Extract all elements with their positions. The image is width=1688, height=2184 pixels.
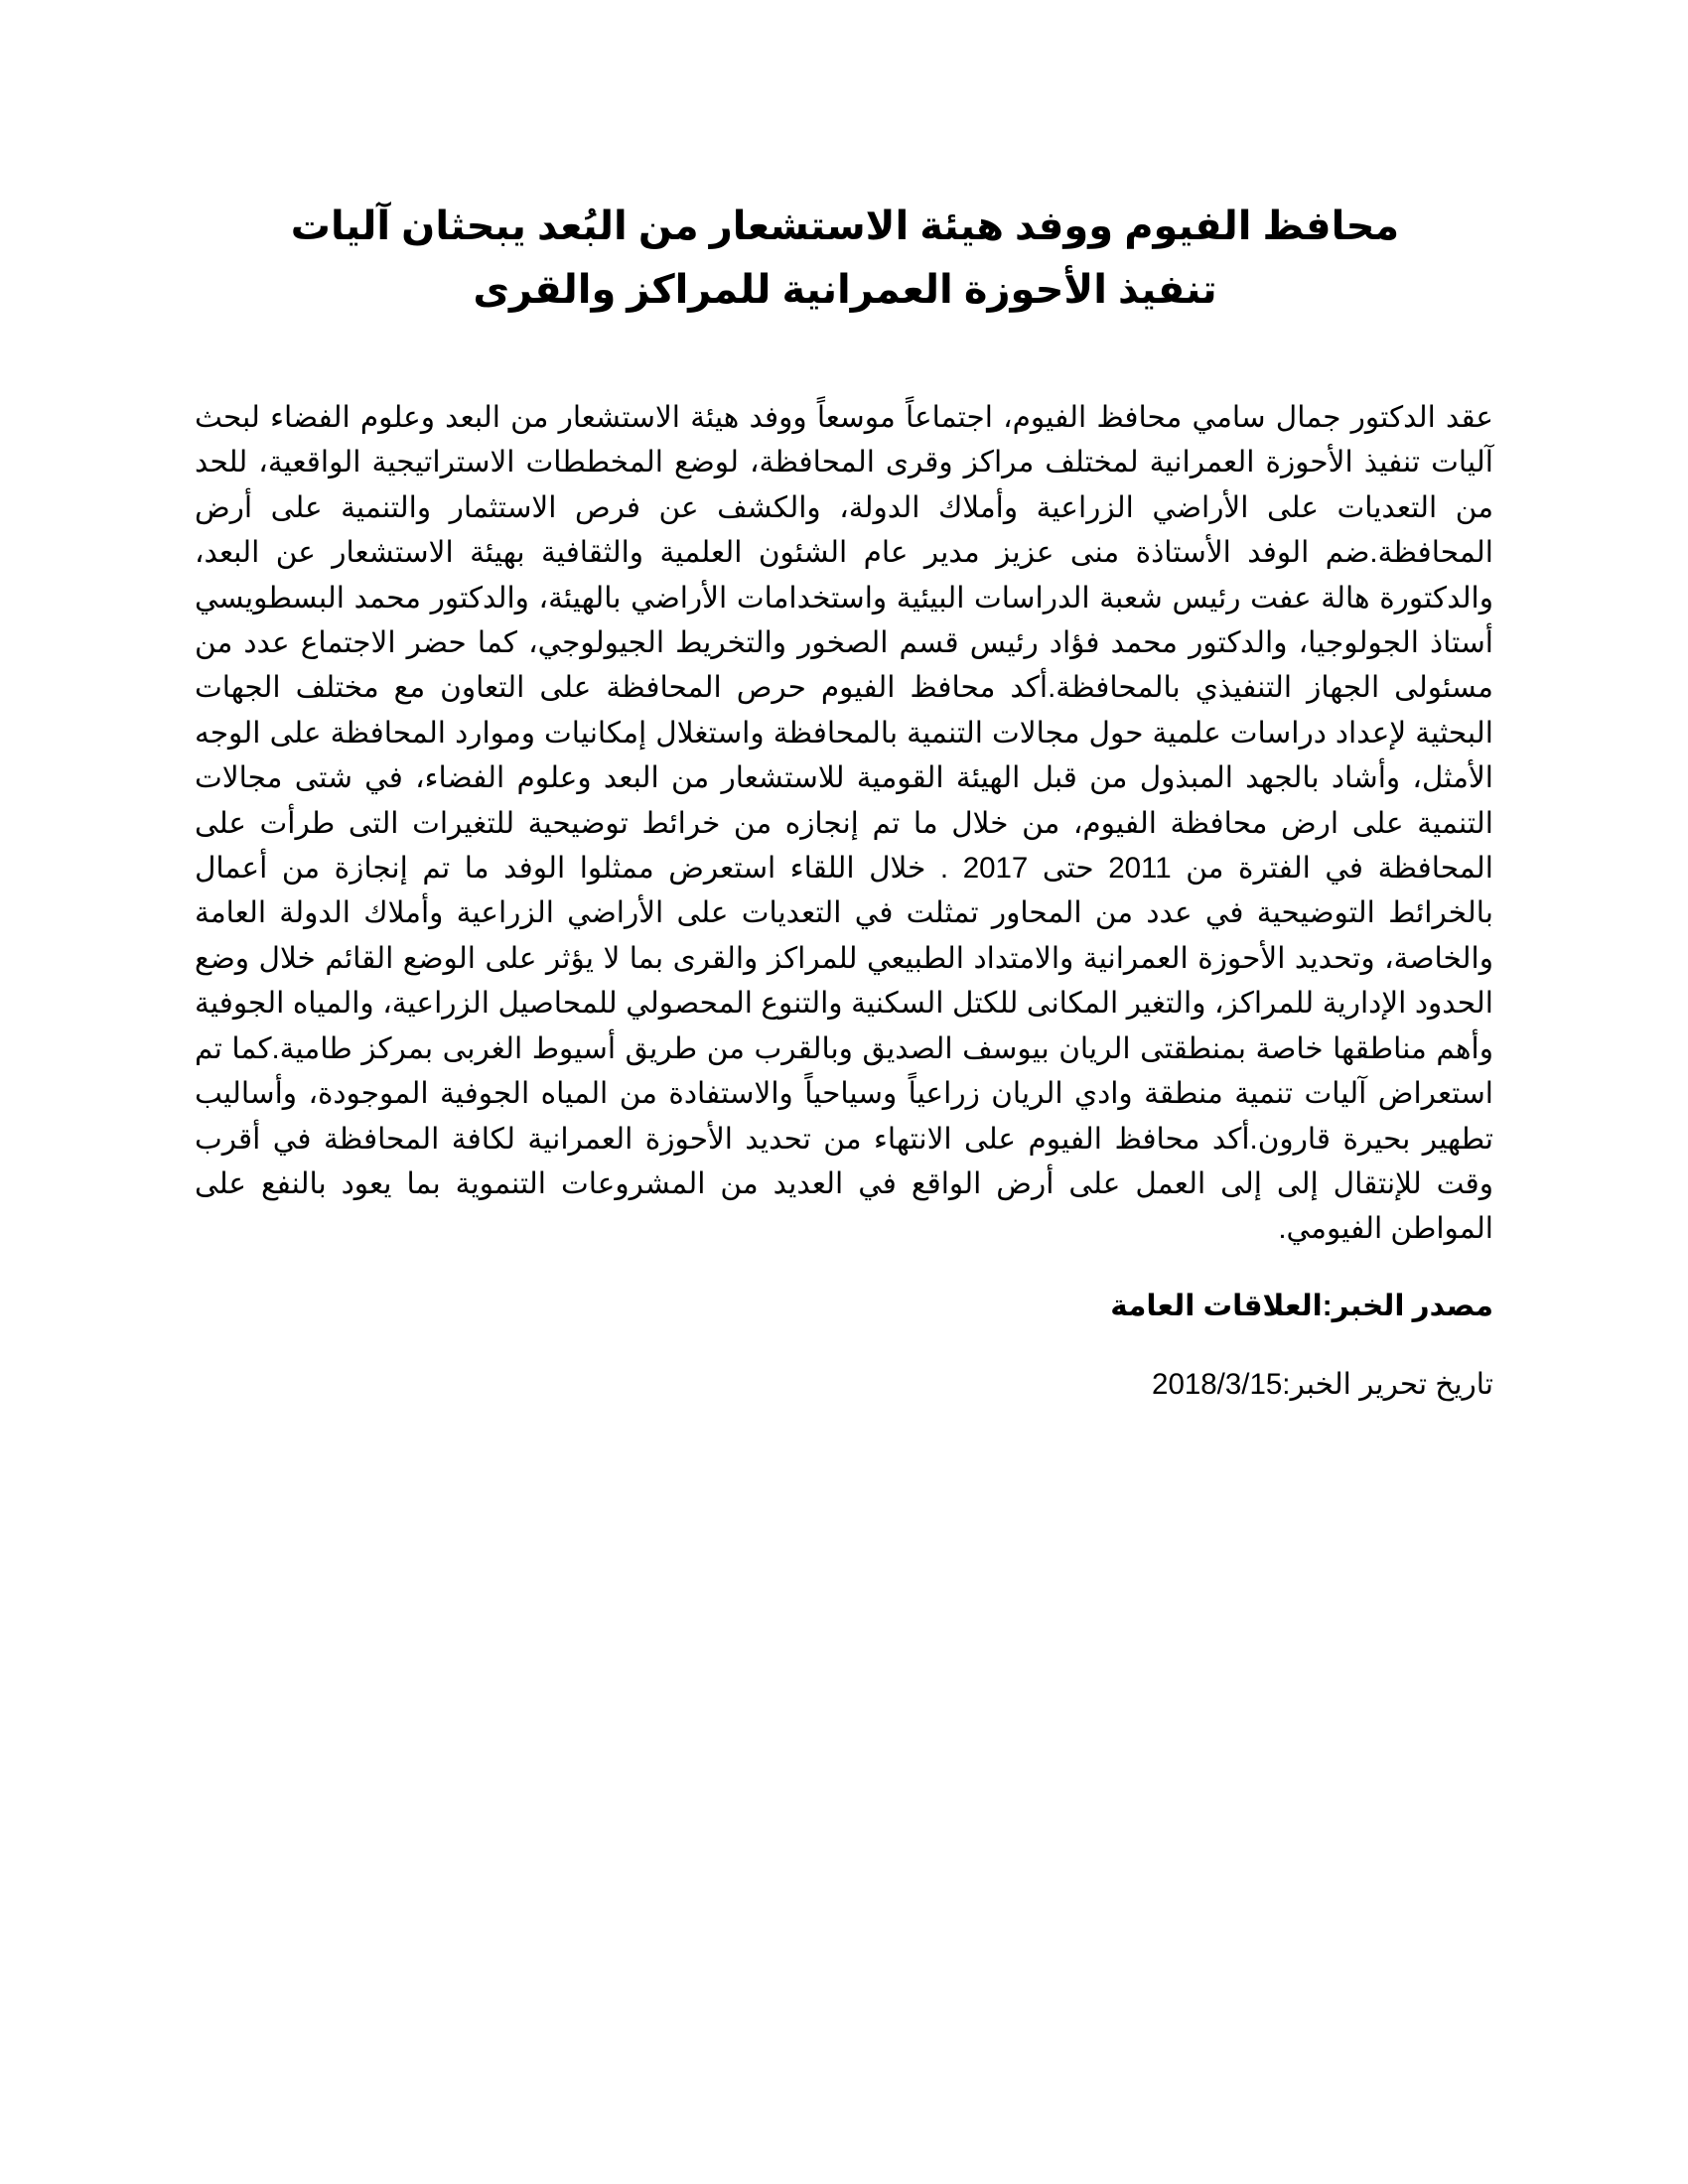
news-source: مصدر الخبر:العلاقات العامة	[1110, 1290, 1493, 1322]
edit-date: تاريخ تحرير الخبر:2018/3/15	[1152, 1368, 1493, 1401]
article-body: عقد الدكتور جمال سامي محافظ الفيوم، اجتماعاً موسعاً ووفد هيئة الاستشعار من البعد وعلوم الفضاء لبحث آليات تنفيذ الأحوزة العمرانية لمختلف مراكز وقرى المحافظة، لوضع المخططات الاستراتيجية الواقعية، للحد من التعديات على الأراضي الزراعية وأملاك الدولة، والكشف عن فرص الاستثمار والتنمية على أرض المحافظة.ضم الوفد الأستاذة منى عزيز مدير عام الشئون العلمية والثقافية بهيئة الاستشعار عن البعد، والدكتورة هالة عفت رئيس شعبة الدراسات البيئية واستخدامات الأراضي بالهيئة، والدكتور محمد البسطويسي أستاذ الجولوجيا، والدكتور محمد فؤاد رئيس قسم الصخور والتخريط الجيولوجي، كما حضر الاجتماع عدد من مسئولى الجهاز التنفيذي بالمحافظة.أكد محافظ الفيوم حرص المحافظة على التعاون مع مختلف الجهات البحثية لإعداد دراسات علمية حول مجالات التنمية بالمحافظة واستغلال إمكانيات وموارد المحافظة على الوجه الأمثل، وأشاد بالجهد المبذول من قبل الهيئة القومية للاستشعار من البعد وعلوم الفضاء، في شتى مجالات التنمية على ارض محافظة الفيوم، من خلال ما تم إنجازه من خرائط توضيحية للتغيرات التى طرأت على المحافظة في الفترة من 2011 حتى 2017 . خلال اللقاء استعرض ممثلوا الوفد ما تم إنجازة من أعمال بالخرائط التوضيحية في عدد من المحاور تمثلت في التعديات على الأراضي الزراعية وأملاك الدولة العامة والخاصة، وتحديد الأحوزة العمرانية والامتداد الطبيعي للمراكز والقرى بما لا يؤثر على الوضع القائم خلال وضع الحدود الإدارية للمراكز، والتغير المكانى للكتل السكنية والتنوع المحصولي للمحاصيل الزراعية، والمياه الجوفية وأهم مناطقها خاصة بمنطقتى الريان بيوسف الصديق وبالقرب من طريق أسيوط الغربى بمركز طامية.كما تم استعراض آليات تنمية منطقة وادي الريان زراعياً وسياحياً والاستفادة من المياه الجوفية الموجودة، وأساليب تطهير بحيرة قارون.أكد محافظ الفيوم على الانتهاء من تحديد الأحوزة العمرانية لكافة المحافظة في أقرب وقت للإنتقال إلى إلى العمل على أرض الواقع في العديد من المشروعات التنموية بما يعود بالنفع على المواطن الفيومي.	[195, 401, 1493, 1246]
document-title: محافظ الفيوم ووفد هيئة الاستشعار من البُعد يبحثان آليات تنفيذ الأحوزة العمرانية للمراكز والقرى	[290, 205, 1400, 312]
